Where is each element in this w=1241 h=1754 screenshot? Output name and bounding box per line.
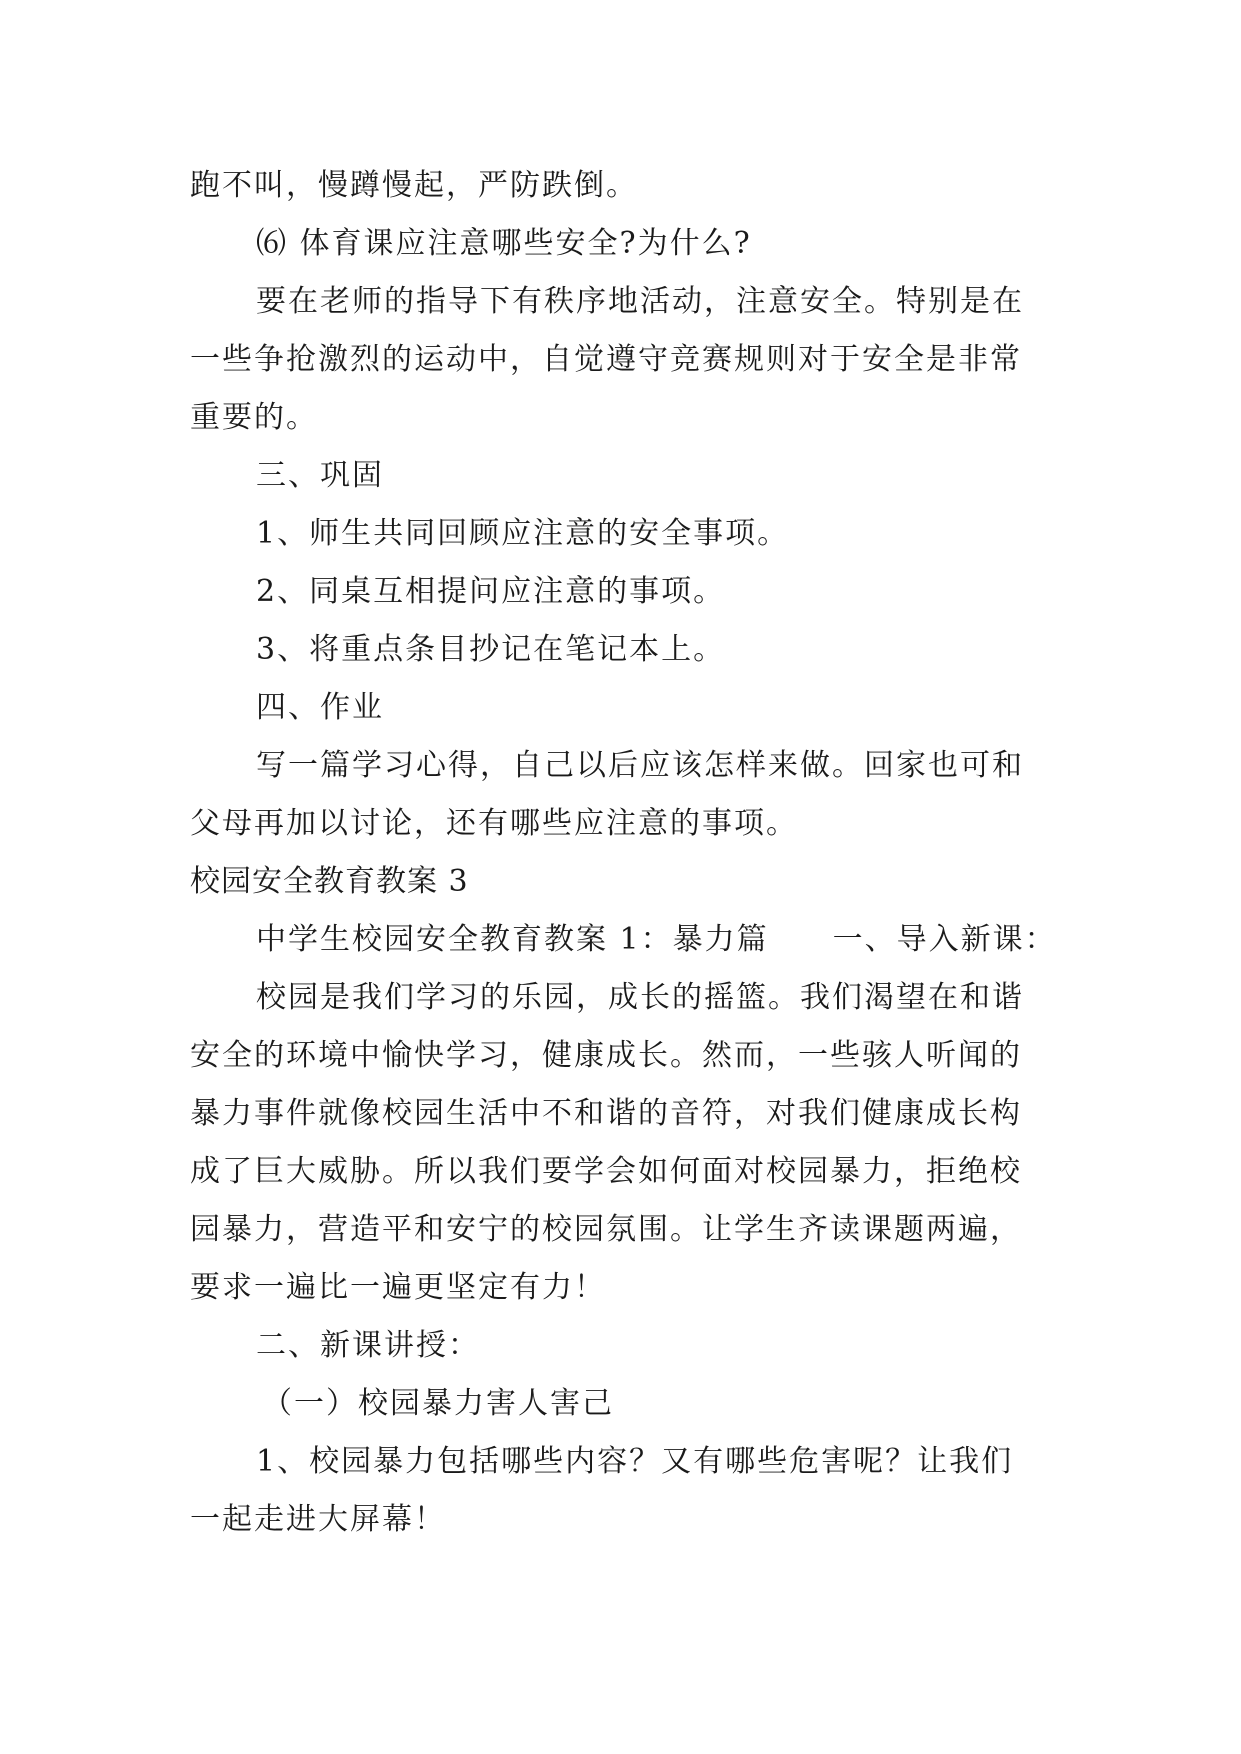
paragraph-line: 暴力事件就像校园生活中不和谐的音符，对我们健康成长构 bbox=[190, 1096, 1022, 1131]
lesson-title-line: 中学生校园安全教育教案 1：暴力篇 一、导入新课： bbox=[256, 922, 1057, 957]
list-item: 3、将重点条目抄记在笔记本上。 bbox=[256, 632, 726, 667]
paragraph-line: 园暴力，营造平和安宁的校园氛围。让学生齐读课题两遍， bbox=[190, 1212, 1022, 1247]
paragraph-line: 1、校园暴力包括哪些内容？又有哪些危害呢？让我们 bbox=[256, 1444, 1014, 1479]
subsection-heading: （一）校园暴力害人害己 bbox=[262, 1386, 614, 1421]
paragraph-line: 一些争抢激烈的运动中，自觉遵守竞赛规则对于安全是非常 bbox=[190, 342, 1022, 377]
list-item: 1、师生共同回顾应注意的安全事项。 bbox=[256, 516, 790, 551]
question-heading: ⑹ 体育课应注意哪些安全?为什么? bbox=[256, 226, 752, 261]
paragraph-line: 跑不叫，慢蹲慢起，严防跌倒。 bbox=[190, 168, 638, 203]
paragraph-line: 成了巨大威胁。所以我们要学会如何面对校园暴力，拒绝校 bbox=[190, 1154, 1022, 1189]
section-heading: 四、作业 bbox=[256, 690, 384, 725]
section-heading: 二、新课讲授： bbox=[256, 1328, 480, 1363]
section-heading: 三、巩固 bbox=[256, 458, 384, 493]
list-item: 2、同桌互相提问应注意的事项。 bbox=[256, 574, 726, 609]
paragraph-line: 父母再加以讨论，还有哪些应注意的事项。 bbox=[190, 806, 798, 841]
paragraph-line: 写一篇学习心得，自己以后应该怎样来做。回家也可和 bbox=[256, 748, 1024, 783]
paragraph-line: 安全的环境中愉快学习，健康成长。然而，一些骇人听闻的 bbox=[190, 1038, 1022, 1073]
paragraph-line: 要求一遍比一遍更坚定有力！ bbox=[190, 1270, 606, 1305]
paragraph-line: 校园是我们学习的乐园，成长的摇篮。我们渴望在和谐 bbox=[256, 980, 1024, 1015]
paragraph-line: 要在老师的指导下有秩序地活动，注意安全。特别是在 bbox=[256, 284, 1024, 319]
paragraph-line: 一起走进大屏幕！ bbox=[190, 1502, 446, 1537]
document-title: 校园安全教育教案 3 bbox=[190, 864, 469, 899]
paragraph-line: 重要的。 bbox=[190, 400, 318, 435]
